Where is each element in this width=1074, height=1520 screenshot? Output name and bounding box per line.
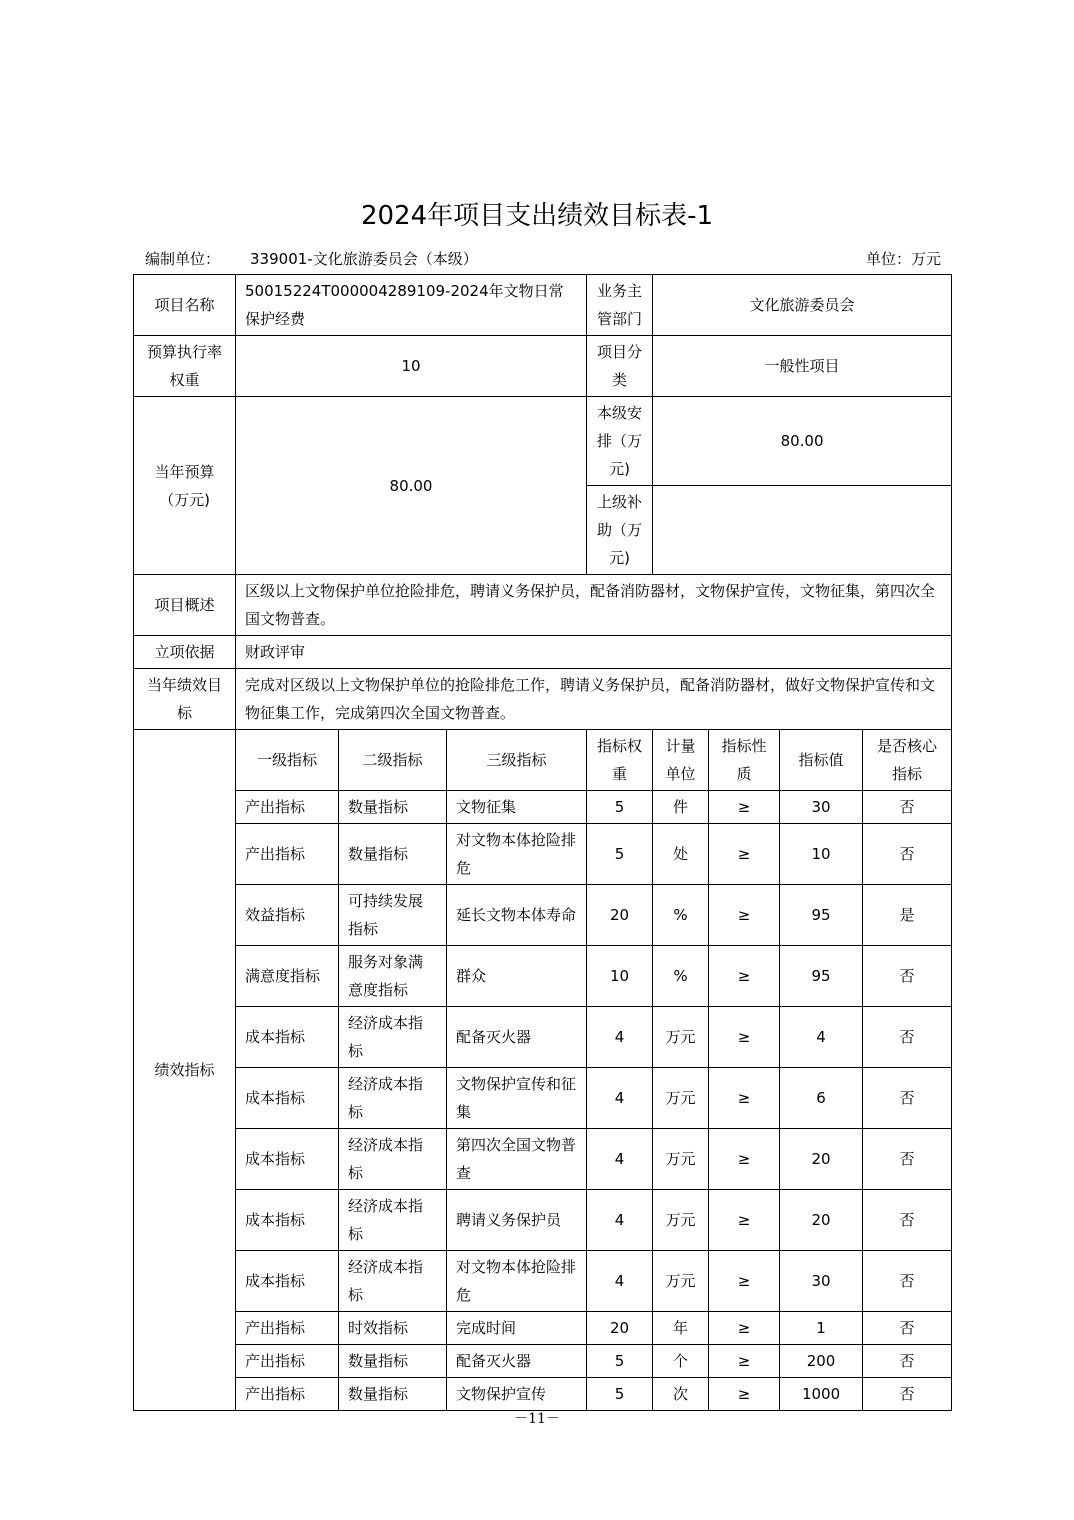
label-budget: 当年预算（万元): [134, 397, 236, 575]
table-row: [134, 885, 952, 946]
indicator-cell: ≥: [709, 1251, 780, 1312]
label-dept: 业务主管部门: [587, 275, 653, 336]
value-goal: 完成对区级以上文物保护单位的抢险排危工作，聘请义务保护员，配备消防器材，做好文物保护宣传和文物征集工作，完成第四次全国文物普查。: [236, 669, 952, 730]
header-cell: 是否核心指标: [863, 730, 952, 791]
table-row: [134, 1007, 952, 1068]
indicator-cell: 成本指标: [236, 1068, 339, 1129]
indicator-cell: 对文物本体抢险排危: [447, 1251, 587, 1312]
indicator-cell: ≥: [709, 1312, 780, 1345]
indicator-cell: 经济成本指标: [339, 1129, 447, 1190]
indicator-cell: 经济成本指标: [339, 1068, 447, 1129]
indicator-cell: 效益指标: [236, 885, 339, 946]
indicator-cell: 文物征集: [447, 791, 587, 824]
indicator-cell: 否: [863, 1378, 952, 1411]
value-basis: 财政评审: [236, 636, 952, 669]
page-title: 2024年项目支出绩效目标表-1: [360, 201, 714, 231]
indicator-header-row: [134, 730, 952, 791]
row-exec-weight: [134, 336, 952, 397]
table-row: [134, 1251, 952, 1312]
indicator-cell: 数量指标: [339, 1345, 447, 1378]
indicator-cell: 否: [863, 1007, 952, 1068]
indicator-cell: 成本指标: [236, 1190, 339, 1251]
indicator-cell: 经济成本指标: [339, 1190, 447, 1251]
header-cell: 计量单位: [653, 730, 709, 791]
indicator-cell: 配备灭火器: [447, 1007, 587, 1068]
indicator-cell: 个: [653, 1345, 709, 1378]
indicator-cell: 是: [863, 885, 952, 946]
indicator-cell: 否: [863, 1312, 952, 1345]
indicator-cell: 否: [863, 1129, 952, 1190]
header-cell: 指标值: [780, 730, 863, 791]
indicator-cell: 处: [653, 824, 709, 885]
indicator-cell: 成本指标: [236, 1007, 339, 1068]
indicator-cell: 延长文物本体寿命: [447, 885, 587, 946]
value-category: 一般性项目: [653, 336, 952, 397]
indicator-cell: 20: [780, 1190, 863, 1251]
row-budget: [134, 397, 952, 486]
row-basis: [134, 636, 952, 669]
header-cell: 二级指标: [339, 730, 447, 791]
row-overview: [134, 575, 952, 636]
indicator-cell: 否: [863, 946, 952, 1007]
indicator-cell: 4: [587, 1129, 653, 1190]
page-number: －11－: [514, 1411, 560, 1427]
table-row: [134, 791, 952, 824]
indicator-cell: %: [653, 946, 709, 1007]
org-value: 339001-文化旅游委员会（本级）: [250, 250, 478, 268]
indicator-cell: 数量指标: [339, 824, 447, 885]
indicator-cell: 否: [863, 824, 952, 885]
indicator-cell: 5: [587, 824, 653, 885]
table-row: [134, 1190, 952, 1251]
indicator-cell: 文物保护宣传: [447, 1378, 587, 1411]
indicator-cell: 4: [780, 1007, 863, 1068]
indicator-cell: 20: [587, 1312, 653, 1345]
indicator-cell: 成本指标: [236, 1129, 339, 1190]
indicator-cell: 否: [863, 791, 952, 824]
label-exec-weight: 预算执行率权重: [134, 336, 236, 397]
indicator-cell: 次: [653, 1378, 709, 1411]
indicator-cell: 否: [863, 1190, 952, 1251]
label-local: 本级安排（万元): [587, 397, 653, 486]
indicator-cell: 完成时间: [447, 1312, 587, 1345]
indicator-cell: 4: [587, 1190, 653, 1251]
table-row: [134, 824, 952, 885]
indicator-cell: 万元: [653, 1251, 709, 1312]
header-cell: 指标性质: [709, 730, 780, 791]
indicator-cell: 5: [587, 1378, 653, 1411]
label-category: 项目分类: [587, 336, 653, 397]
indicator-cell: 经济成本指标: [339, 1007, 447, 1068]
indicator-cell: 4: [587, 1251, 653, 1312]
label-superior: 上级补助（万元): [587, 486, 653, 575]
indicator-cell: 95: [780, 885, 863, 946]
value-local: 80.00: [653, 397, 952, 486]
indicator-cell: ≥: [709, 1378, 780, 1411]
indicator-cell: 30: [780, 1251, 863, 1312]
indicator-cell: ≥: [709, 1068, 780, 1129]
header-cell: 一级指标: [236, 730, 339, 791]
indicator-cell: 成本指标: [236, 1251, 339, 1312]
row-project-name: [134, 275, 952, 336]
indicator-cell: 30: [780, 791, 863, 824]
indicator-cell: ≥: [709, 1007, 780, 1068]
indicator-cell: 可持续发展指标: [339, 885, 447, 946]
indicator-cell: 否: [863, 1251, 952, 1312]
indicator-cell: %: [653, 885, 709, 946]
indicator-cell: 4: [587, 1007, 653, 1068]
indicator-cell: 产出指标: [236, 824, 339, 885]
header-cell: 三级指标: [447, 730, 587, 791]
indicator-cell: ≥: [709, 1129, 780, 1190]
indicator-cell: ≥: [709, 824, 780, 885]
indicator-cell: 数量指标: [339, 1378, 447, 1411]
indicator-cell: 文物保护宣传和征集: [447, 1068, 587, 1129]
indicator-cell: 10: [587, 946, 653, 1007]
value-exec-weight: 10: [236, 336, 587, 397]
table-row: [134, 946, 952, 1007]
table-row: [134, 1378, 952, 1411]
table-row: [134, 1312, 952, 1345]
table-row: [134, 1129, 952, 1190]
indicator-cell: 20: [587, 885, 653, 946]
indicator-cell: 1: [780, 1312, 863, 1345]
indicator-cell: 数量指标: [339, 791, 447, 824]
indicator-cell: 第四次全国文物普查: [447, 1129, 587, 1190]
indicator-cell: 产出指标: [236, 1312, 339, 1345]
indicator-cell: 满意度指标: [236, 946, 339, 1007]
value-project-name: 50015224T000004289109-2024年文物日常保护经费: [236, 275, 587, 336]
indicator-cell: 万元: [653, 1007, 709, 1068]
indicator-cell: 产出指标: [236, 791, 339, 824]
indicator-cell: 95: [780, 946, 863, 1007]
indicator-cell: 对文物本体抢险排危: [447, 824, 587, 885]
label-basis: 立项依据: [134, 636, 236, 669]
indicator-cell: ≥: [709, 791, 780, 824]
label-goal: 当年绩效目标: [134, 669, 236, 730]
value-budget: 80.00: [236, 397, 587, 575]
value-superior: [653, 486, 952, 575]
indicator-cell: 年: [653, 1312, 709, 1345]
indicator-cell: 20: [780, 1129, 863, 1190]
value-overview: 区级以上文物保护单位抢险排危，聘请义务保护员，配备消防器材，文物保护宣传，文物征集，第四次全国文物普查。: [236, 575, 952, 636]
table-row: [134, 1345, 952, 1378]
header-cell: 指标权重: [587, 730, 653, 791]
org-line: [145, 248, 478, 270]
performance-table: [133, 274, 952, 1411]
indicator-cell: 1000: [780, 1378, 863, 1411]
indicator-cell: 产出指标: [236, 1378, 339, 1411]
row-goal: [134, 669, 952, 730]
indicator-cell: ≥: [709, 1190, 780, 1251]
indicator-cell: 万元: [653, 1190, 709, 1251]
label-perf: 绩效指标: [134, 730, 236, 1411]
indicator-cell: 产出指标: [236, 1345, 339, 1378]
indicator-cell: 4: [587, 1068, 653, 1129]
indicator-cell: ≥: [709, 885, 780, 946]
value-dept: 文化旅游委员会: [653, 275, 952, 336]
label-overview: 项目概述: [134, 575, 236, 636]
indicator-cell: 万元: [653, 1068, 709, 1129]
indicator-cell: 时效指标: [339, 1312, 447, 1345]
indicator-cell: 群众: [447, 946, 587, 1007]
indicator-cell: 聘请义务保护员: [447, 1190, 587, 1251]
indicator-cell: 配备灭火器: [447, 1345, 587, 1378]
indicator-cell: 经济成本指标: [339, 1251, 447, 1312]
label-project-name: 项目名称: [134, 275, 236, 336]
indicator-cell: 万元: [653, 1129, 709, 1190]
org-label: 编制单位：: [145, 250, 221, 268]
indicator-cell: 5: [587, 1345, 653, 1378]
indicator-cell: 否: [863, 1068, 952, 1129]
indicator-cell: 服务对象满意度指标: [339, 946, 447, 1007]
indicator-cell: 200: [780, 1345, 863, 1378]
indicator-cell: 6: [780, 1068, 863, 1129]
indicator-cell: ≥: [709, 946, 780, 1007]
indicator-cell: ≥: [709, 1345, 780, 1378]
indicator-cell: 5: [587, 791, 653, 824]
indicator-cell: 件: [653, 791, 709, 824]
indicator-cell: 否: [863, 1345, 952, 1378]
indicator-cell: 10: [780, 824, 863, 885]
table-row: [134, 1068, 952, 1129]
unit-label: 单位：万元: [865, 250, 941, 268]
